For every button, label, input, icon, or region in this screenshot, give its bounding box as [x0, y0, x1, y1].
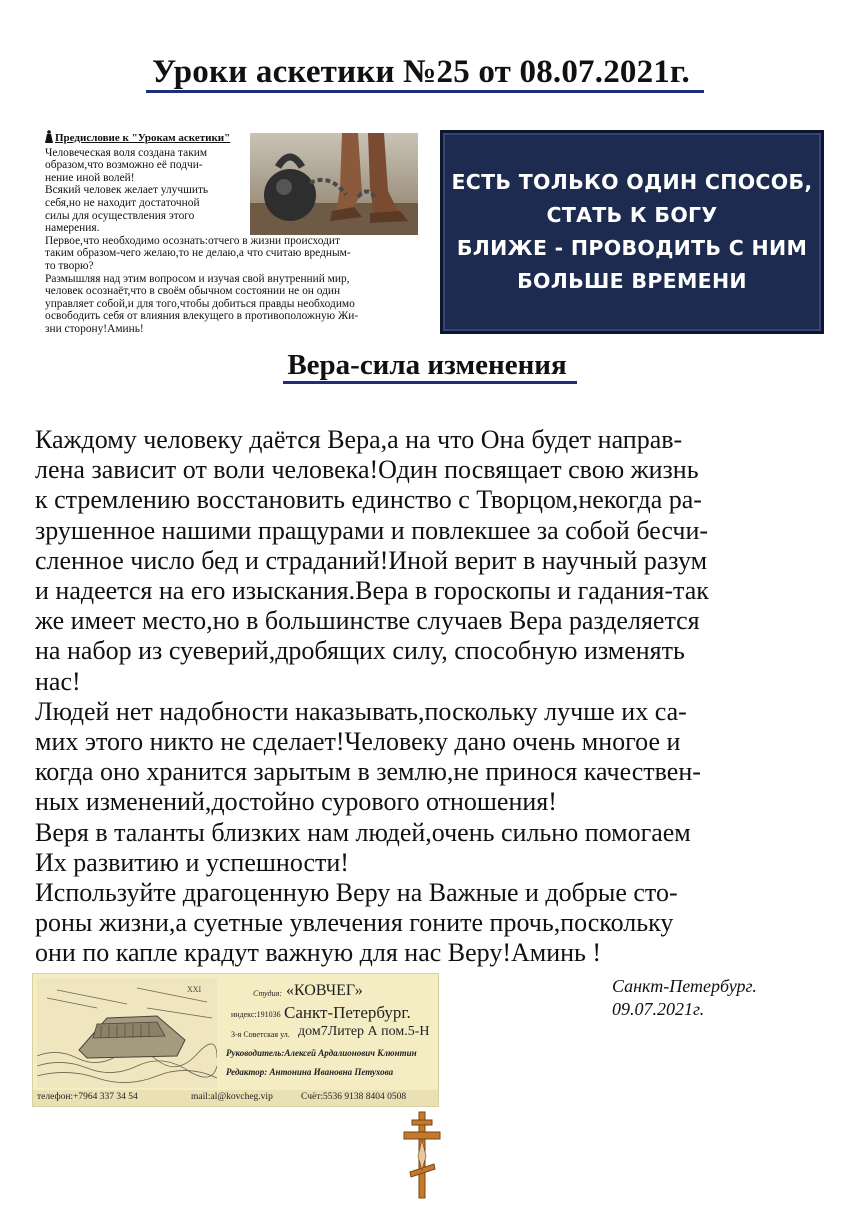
- preface-line: то творю?: [45, 259, 94, 272]
- studio-name: «КОВЧЕГ»: [286, 982, 363, 999]
- quote-line: СТАТЬ К БОГУ: [546, 203, 718, 227]
- text-line: они по капле крадут важную для нас Веру!Аминь !: [35, 938, 602, 968]
- text-line: Веря в таланты близких нам людей,очень сильно помогаем: [35, 817, 691, 847]
- text-line: Каждому человеку даётся Вера,а на что Она будет направ-: [35, 425, 683, 454]
- preface-line: освободить себя от влияния влекущего в противоположную Жи-: [45, 310, 359, 323]
- quote-line: ЕСТЬ ТОЛЬКО ОДИН СПОСОБ,: [451, 170, 813, 194]
- text-line: роны жизни,а суетные увлечения гоните прочь,поскольку: [35, 908, 674, 938]
- text-line: к стремлению восстановить единство с Творцом,некогда ра-: [35, 485, 702, 515]
- postal-index: индекс:191036: [231, 1010, 281, 1019]
- preface-line: Первое,что необходимо осознать:отчего в жизни происходит: [45, 234, 340, 247]
- text-line: Их развитию и успешности!: [35, 847, 349, 877]
- studio-label: Студия:: [253, 989, 282, 998]
- section-heading: [0, 349, 850, 382]
- preface-line: человек осознаёт,что в своём обычном состоянии не он один: [45, 285, 341, 298]
- preface-heading-text: Предисловие к "Урокам аскетики": [55, 132, 231, 144]
- art-corner-label: XXI: [187, 985, 202, 994]
- preface-line: образом,что возможно её подчи-: [45, 159, 203, 172]
- section-heading-text: Вера-сила изменения: [283, 349, 576, 384]
- card-city: Санкт-Петербург.: [284, 1003, 411, 1022]
- text-line: сленное число бед и страданий!Иной верит в научный разум: [35, 545, 708, 575]
- monk-icon: [45, 130, 53, 147]
- studio-card: [32, 973, 439, 1107]
- orthodox-cross-icon: [402, 1110, 442, 1200]
- text-line: и надеется на его изыскания.Вера в гороскопы и гадания-так: [35, 576, 709, 606]
- preface-line: намерения.: [45, 222, 100, 235]
- preface-line: Размышляя над этим вопросом и изучая свой внутренний мир,: [45, 272, 350, 285]
- text-line: мих этого никто не сделает!Человеку дано очень многое и: [35, 727, 681, 757]
- text-line: зрушенное нашими пращурами и повлекшее за собой бесчи-: [35, 515, 709, 545]
- preface-line: управляет собой,и для того,чтобы добиться правды необходимо: [45, 297, 355, 310]
- text-line: ных изменений,достойно сурового отношения!: [35, 787, 557, 817]
- quote-line: БОЛЬШЕ ВРЕМЕНИ: [517, 269, 747, 293]
- quote-text: [451, 166, 812, 298]
- text-line: же имеет место,но в большинстве случаев Вера разделяется: [35, 606, 700, 636]
- preface-line: нение иной волей!: [45, 171, 135, 184]
- phone-number: телефон:+7964 337 34 54: [37, 1092, 138, 1102]
- main-text: [35, 425, 825, 969]
- quote-banner: [440, 130, 824, 334]
- page-title-text: Уроки аскетики №25 от 08.07.2021г.: [146, 54, 704, 93]
- director-line: Руководитель:Алексей Ардалионович Клюнтин: [226, 1048, 417, 1058]
- preface-line: Человеческая воля создана таким: [45, 146, 208, 159]
- text-line: когда оно хранится зарытым в землю,не принося качествен-: [35, 757, 701, 787]
- page-title: [0, 54, 850, 91]
- text-line: Используйте драгоценную Веру на Важные и добрые сто-: [35, 878, 678, 908]
- street-label: 3-я Советская ул.: [231, 1030, 290, 1039]
- signature-city: Санкт-Петербург.: [612, 976, 757, 996]
- signature-block: [612, 975, 757, 1021]
- account-number: Счёт:5536 9138 8404 0508: [301, 1092, 407, 1102]
- text-line: нас!: [35, 666, 81, 696]
- preface-line: зни сторону!Аминь!: [45, 322, 144, 335]
- preface-line: таким образом-чего желаю,то не делаю,а что считаю вредным-: [45, 247, 351, 260]
- chained-feet-photo: [250, 133, 418, 235]
- preface-line: себя,но не находит достаточной: [45, 196, 200, 209]
- preface-line: силы для осуществления этого: [45, 209, 195, 222]
- editor-line: Редактор: Антонина Ивановна Петухова: [226, 1067, 394, 1077]
- text-line: на набор из суеверий,дробящих силу, способную изменять: [35, 636, 685, 666]
- house-address: дом7Литер А пом.5-Н: [298, 1024, 430, 1039]
- email-address: mail:al@kovcheg.vip: [191, 1092, 273, 1102]
- quote-line: БЛИЖЕ - ПРОВОДИТЬ С НИМ: [456, 236, 808, 260]
- ark-engraving: [37, 978, 217, 1088]
- signature-date: 09.07.2021г.: [612, 999, 705, 1019]
- text-line: Людей нет надобности наказывать,поскольку лучше их са-: [35, 696, 687, 726]
- preface-line: Всякий человек желает улучшить: [45, 184, 209, 197]
- text-line: лена зависит от воли человека!Один посвящает свою жизнь: [35, 455, 699, 485]
